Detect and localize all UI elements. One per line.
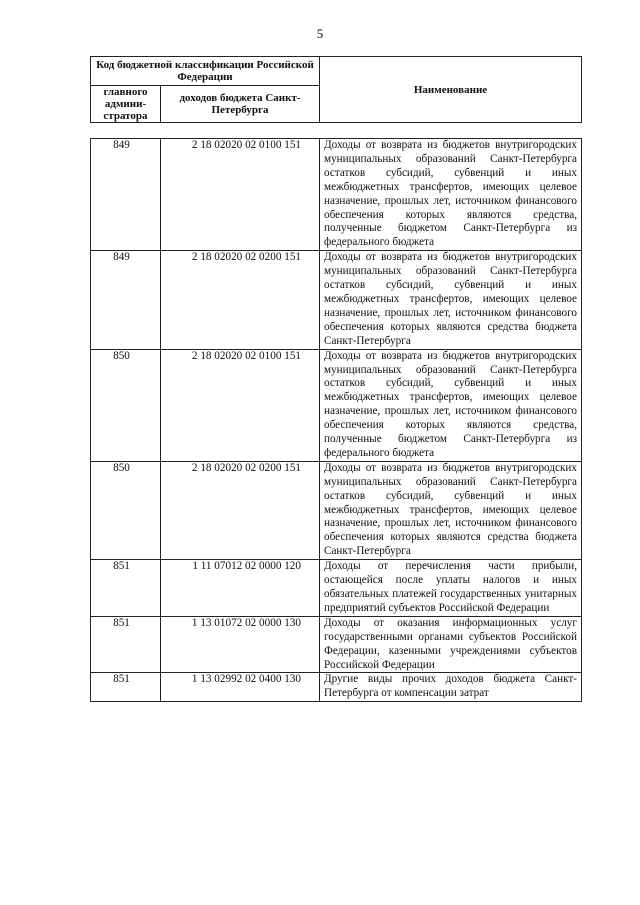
table-row <box>91 616 582 673</box>
header-name-column: Наименование <box>320 57 582 123</box>
header-group-title: Код бюджетной классификации Российской Федерации <box>91 57 320 86</box>
admin-code-cell: 851 <box>91 616 161 673</box>
income-name-cell: Доходы от перечисления части прибыли, остающейся после уплаты налогов и иных обязательных платежей государственных унитарных предприятий субъектов Российской Федерации <box>320 560 582 617</box>
income-code-cell: 2 18 02020 02 0100 151 <box>161 349 320 461</box>
table-row <box>91 251 582 349</box>
income-code-cell: 2 18 02020 02 0100 151 <box>161 139 320 251</box>
budget-code-table <box>90 138 582 702</box>
table-row <box>91 673 582 702</box>
table-row <box>91 139 582 251</box>
header-table <box>90 56 582 123</box>
admin-code-cell: 850 <box>91 349 161 461</box>
income-code-cell: 2 18 02020 02 0200 151 <box>161 251 320 349</box>
income-name-cell: Доходы от оказания информационных услуг государственными органами субъектов Российской Федерации, казенными учреждениями субъектов Российской Федерации <box>320 616 582 673</box>
header-admin-column: главного админи-стратора <box>91 86 161 123</box>
income-name-cell: Доходы от возврата из бюджетов внутригородских муниципальных образований Санкт-Петербурга остатков субсидий, субвенций и иных межбюджетных трансфертов, имеющих целевое назначение, прошлых лет, источником финансового обеспечения которых являются средства бюджета Санкт-Петербурга <box>320 251 582 349</box>
income-name-cell: Доходы от возврата из бюджетов внутригородских муниципальных образований Санкт-Петербурга остатков субсидий, субвенций и иных межбюджетных трансфертов, имеющих целевое назначение, прошлых лет, источником финансового обеспечения которых являются средства, полученные бюджетом Санкт-Петербурга из федерального бюджета <box>320 139 582 251</box>
admin-code-cell: 849 <box>91 139 161 251</box>
admin-code-cell: 851 <box>91 560 161 617</box>
income-name-cell: Другие виды прочих доходов бюджета Санкт-Петербурга от компенсации затрат <box>320 673 582 702</box>
income-code-cell: 1 11 07012 02 0000 120 <box>161 560 320 617</box>
admin-code-cell: 849 <box>91 251 161 349</box>
table-row <box>91 349 582 461</box>
income-name-cell: Доходы от возврата из бюджетов внутригородских муниципальных образований Санкт-Петербурга остатков субсидий, субвенций и иных межбюджетных трансфертов, имеющих целевое назначение, прошлых лет, источником финансового обеспечения которых являются средства бюджета Санкт-Петербурга <box>320 461 582 559</box>
header-income-column: доходов бюджета Санкт-Петербурга <box>161 86 320 123</box>
admin-code-cell: 850 <box>91 461 161 559</box>
income-code-cell: 1 13 02992 02 0400 130 <box>161 673 320 702</box>
page-number: 5 <box>316 26 324 41</box>
table-row <box>91 560 582 617</box>
income-code-cell: 2 18 02020 02 0200 151 <box>161 461 320 559</box>
income-code-cell: 1 13 01072 02 0000 130 <box>161 616 320 673</box>
admin-code-cell: 851 <box>91 673 161 702</box>
table-row <box>91 461 582 559</box>
income-name-cell: Доходы от возврата из бюджетов внутригородских муниципальных образований Санкт-Петербурга остатков субсидий, субвенций и иных межбюджетных трансфертов, имеющих целевое назначение, прошлых лет, источником финансового обеспечения которых являются средства, полученные бюджетом Санкт-Петербурга из федерального бюджета <box>320 349 582 461</box>
